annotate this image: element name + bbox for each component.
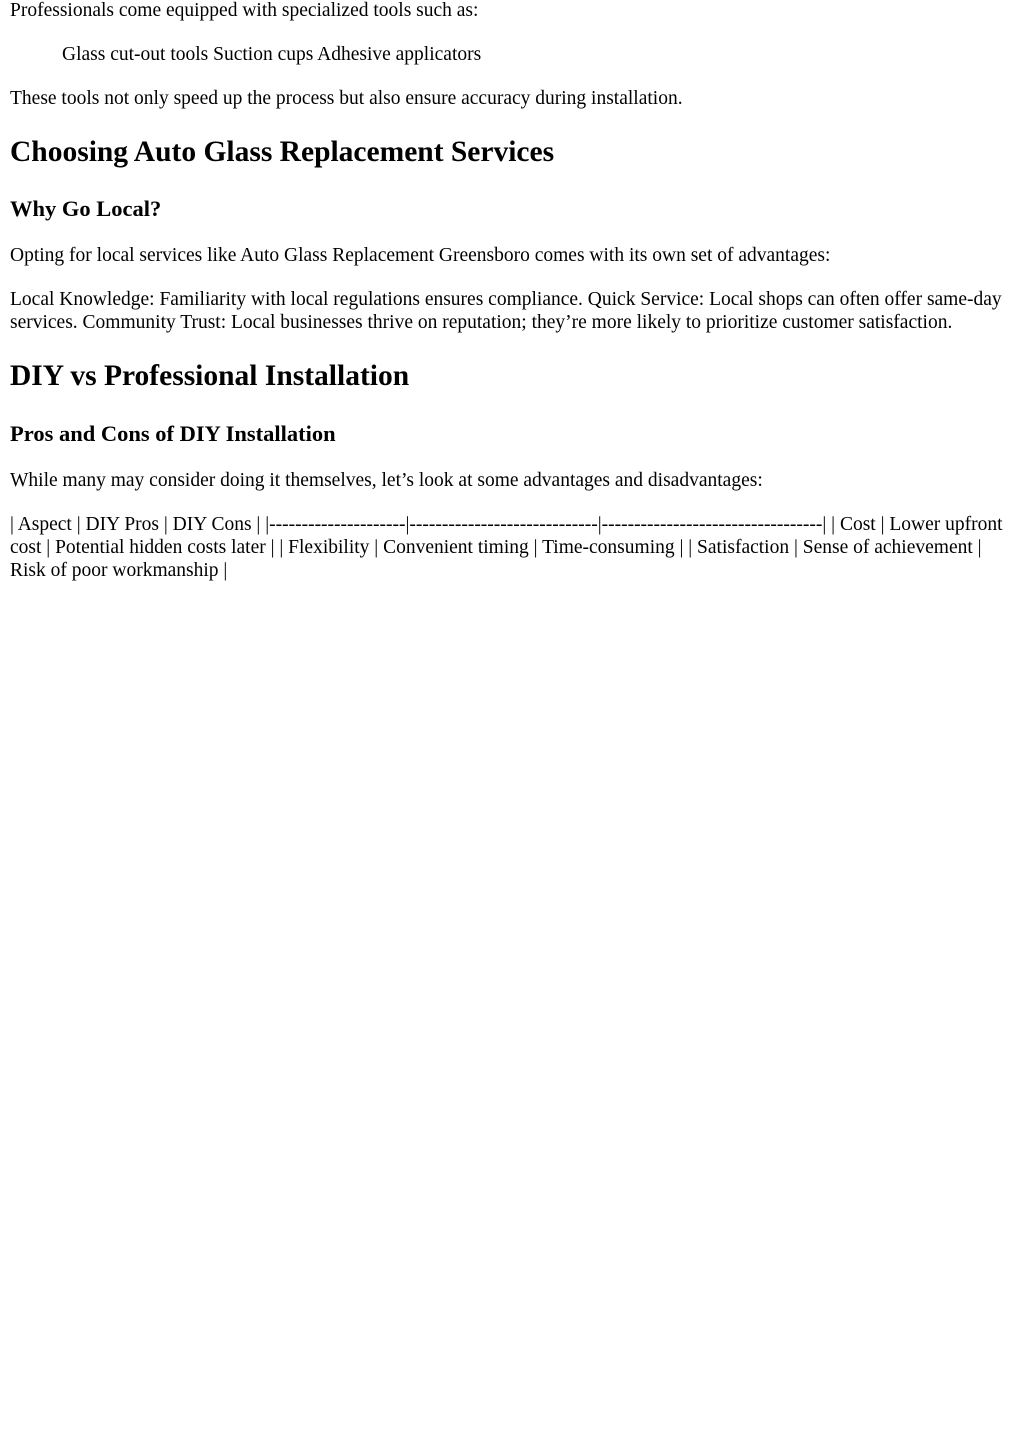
diy-intro-paragraph: While many may consider doing it themselves, let’s look at some advantages and disadvantages:	[10, 470, 763, 491]
pros-cons-diy-heading: Pros and Cons of DIY Installation	[10, 421, 336, 446]
tools-list: Glass cut-out tools Suction cups Adhesive applicators	[62, 44, 482, 65]
choosing-services-heading: Choosing Auto Glass Replacement Services	[10, 136, 555, 168]
diy-comparison-table-text: | Aspect | DIY Pros | DIY Cons | |---------------------|-----------------------------|----------------------------------| | Cost | Lower upfront cost | Potential hidden costs later | | Flexibility | Convenient timing | Time-consuming | | Satisfaction | Sense of achievement | Risk of poor workmanship |	[10, 514, 1003, 581]
local-services-intro-paragraph: Opting for local services like Auto Glass Replacement Greensboro comes with its own set of advantages:	[10, 245, 831, 266]
tools-note-paragraph: These tools not only speed up the process but also ensure accuracy during installation.	[10, 88, 683, 109]
diy-vs-professional-heading: DIY vs Professional Installation	[10, 360, 410, 392]
tools-intro-paragraph: Professionals come equipped with specialized tools such as:	[10, 0, 479, 21]
document-page	[0, 0, 1024, 582]
local-benefits-paragraph: Local Knowledge: Familiarity with local regulations ensures compliance. Quick Service: Local shops can often offer same-day services. Community Trust: Local businesses thrive on reputation; they’re more likely to prioritize customer satisfaction.	[10, 289, 1002, 333]
why-go-local-heading: Why Go Local?	[10, 196, 162, 221]
